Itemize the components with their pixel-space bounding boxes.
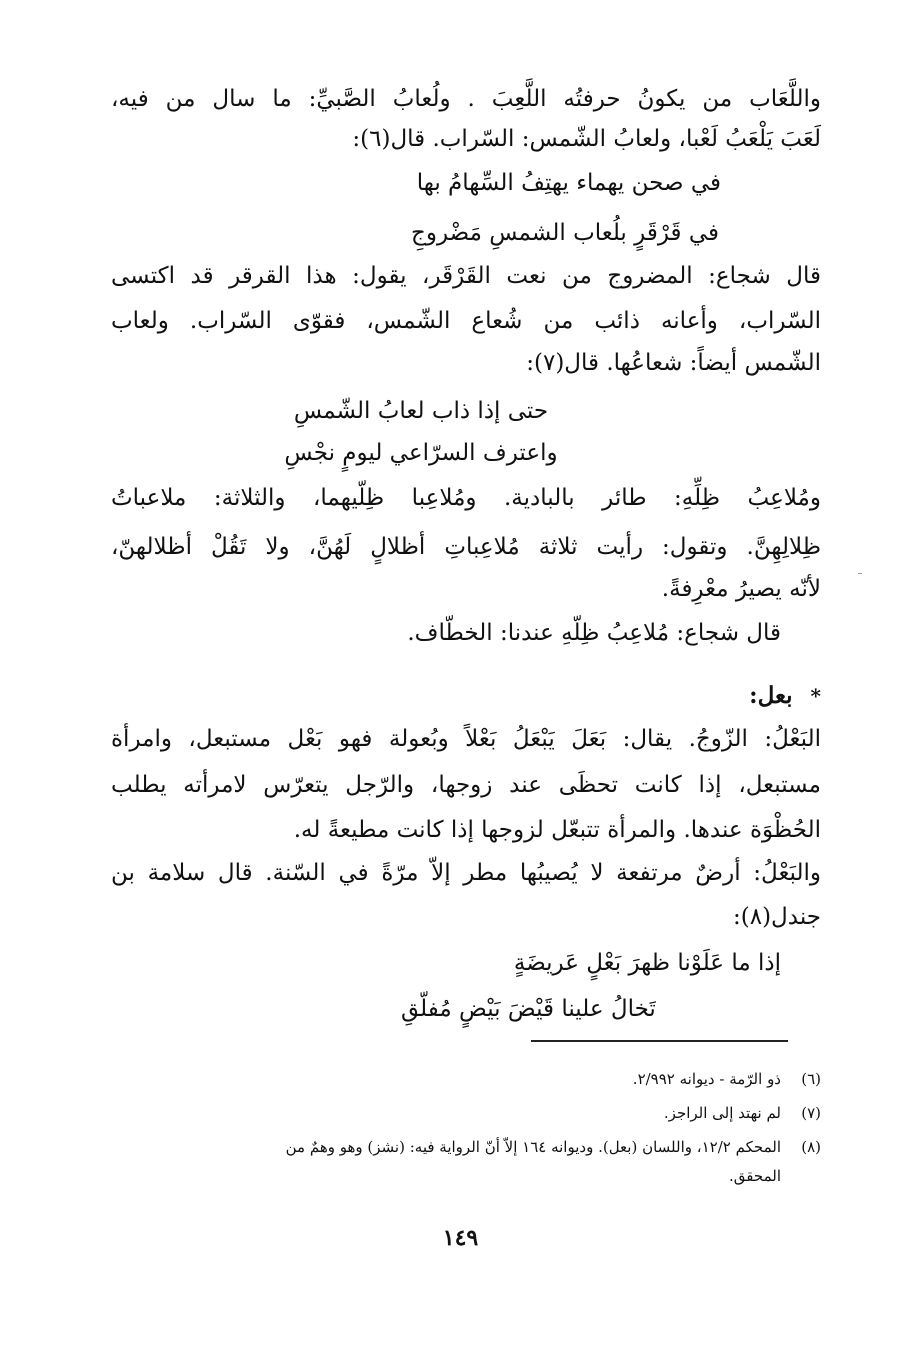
text-line: جندل(٨): [732,904,821,930]
footnote [111,1133,821,1190]
footnote-number: (٦) [801,1070,821,1088]
verse-line: حتى إذا ذاب لعابُ الشّمسِ [293,398,549,424]
text-line: لَعَبَ يَلْعَبُ لَعْبا، ولعابُ الشّمس: السّراب. قال(٦): [352,126,821,152]
footnote-text: لم نهتد إلى الراجز. [663,1104,781,1122]
text-line: ومُلاعِبُ ظِلِّهِ: طائر بالبادية. ومُلاعِبا ظِلّيهما، والثلاثة: ملاعباتُ [111,485,821,511]
verse-line: في قَرْقَرٍ بلُعاب الشمسِ مَضْروجِ [411,220,719,246]
entry-heading [111,684,821,707]
footnote-number: (٨) [801,1138,821,1156]
verse-line: في صحن يهماء يهتِفُ السِّهامُ بها [416,170,721,196]
text-line: لأنّه يصيرُ معْرِفةً. [661,576,821,602]
verse-line: تَخالُ علينا قَيْضَ بَيْضٍ مُفلّقِ [401,996,656,1022]
text-line: ظِلالِهِنَّ. وتقول: رأيت ثلاثة مُلاعِباتِ أظلالٍ لَهُنَّ، ولا تَقُلْ أظلالهنّ، [111,534,821,560]
entry-heading-text: بعل: [749,682,793,709]
text-line: واللَّعَاب من يكونُ حرفتُه اللَّعِبَ . ولُعابُ الصَّبيِّ: ما سال من فيه، [111,86,821,112]
footnote-text: ذو الرّمة - ديوانه ٢/٩٩٢. [632,1070,781,1088]
footnote-separator [531,1040,788,1042]
text-line: قال شجاع: مُلاعِبُ ظِلّهِ عندنا: الخطّاف. [407,620,781,646]
star-marker: * [810,684,821,708]
text-line: والبَعْلُ: أرضٌ مرتفعة لا يُصيبُها مطر إلاّ مرّةً في السّنة. قال سلامة بن [111,860,821,886]
text-line: مستبعل، إذا كانت تحظَى عند زوجها، والرّجل يتعرّس لامرأته يطلب [111,772,821,798]
text-line: السّراب، وأعانه ذائب من شُعاع الشّمس، فقوّى السّراب. ولعاب [111,308,821,334]
text-line: الشّمس أيضاً: شعاعُها. قال(٧): [526,350,821,376]
page-number: ١٤٩ [442,1225,479,1251]
text-line: الحُظْوَة عندها. والمرأة تتبعّل لزوجها إذا كانت مطيعةً له. [293,817,821,843]
footnote [111,1099,821,1128]
footnote-text: المحكم ١٢/٢، واللسان (بعل). وديوانه ١٦٤ إلاّ أنّ الرواية فيه: (نشز) وهو وهمٌ من [285,1138,781,1156]
footnote [111,1065,821,1094]
text-line: قال شجاع: المضروج من نعت القَرْقَر، يقول: هذا القرقر قد اكتسى [111,263,821,289]
footnote-number: (٧) [801,1104,821,1122]
verse-line: إذا ما عَلَوْنا ظهرَ بَعْلٍ عَريضَةٍ [513,950,781,976]
footnote-continuation: المحقق. [729,1166,781,1185]
text-line: البَعْلُ: الزّوجُ. يقال: بَعَلَ يَبْعَلُ بَعْلاً وبُعولة فهو بَعْل مستبعل، وامرأة [111,726,821,752]
verse-line: واعترف السرّاعي ليومٍ نجْسِ [284,440,558,466]
stray-mark [858,573,862,574]
